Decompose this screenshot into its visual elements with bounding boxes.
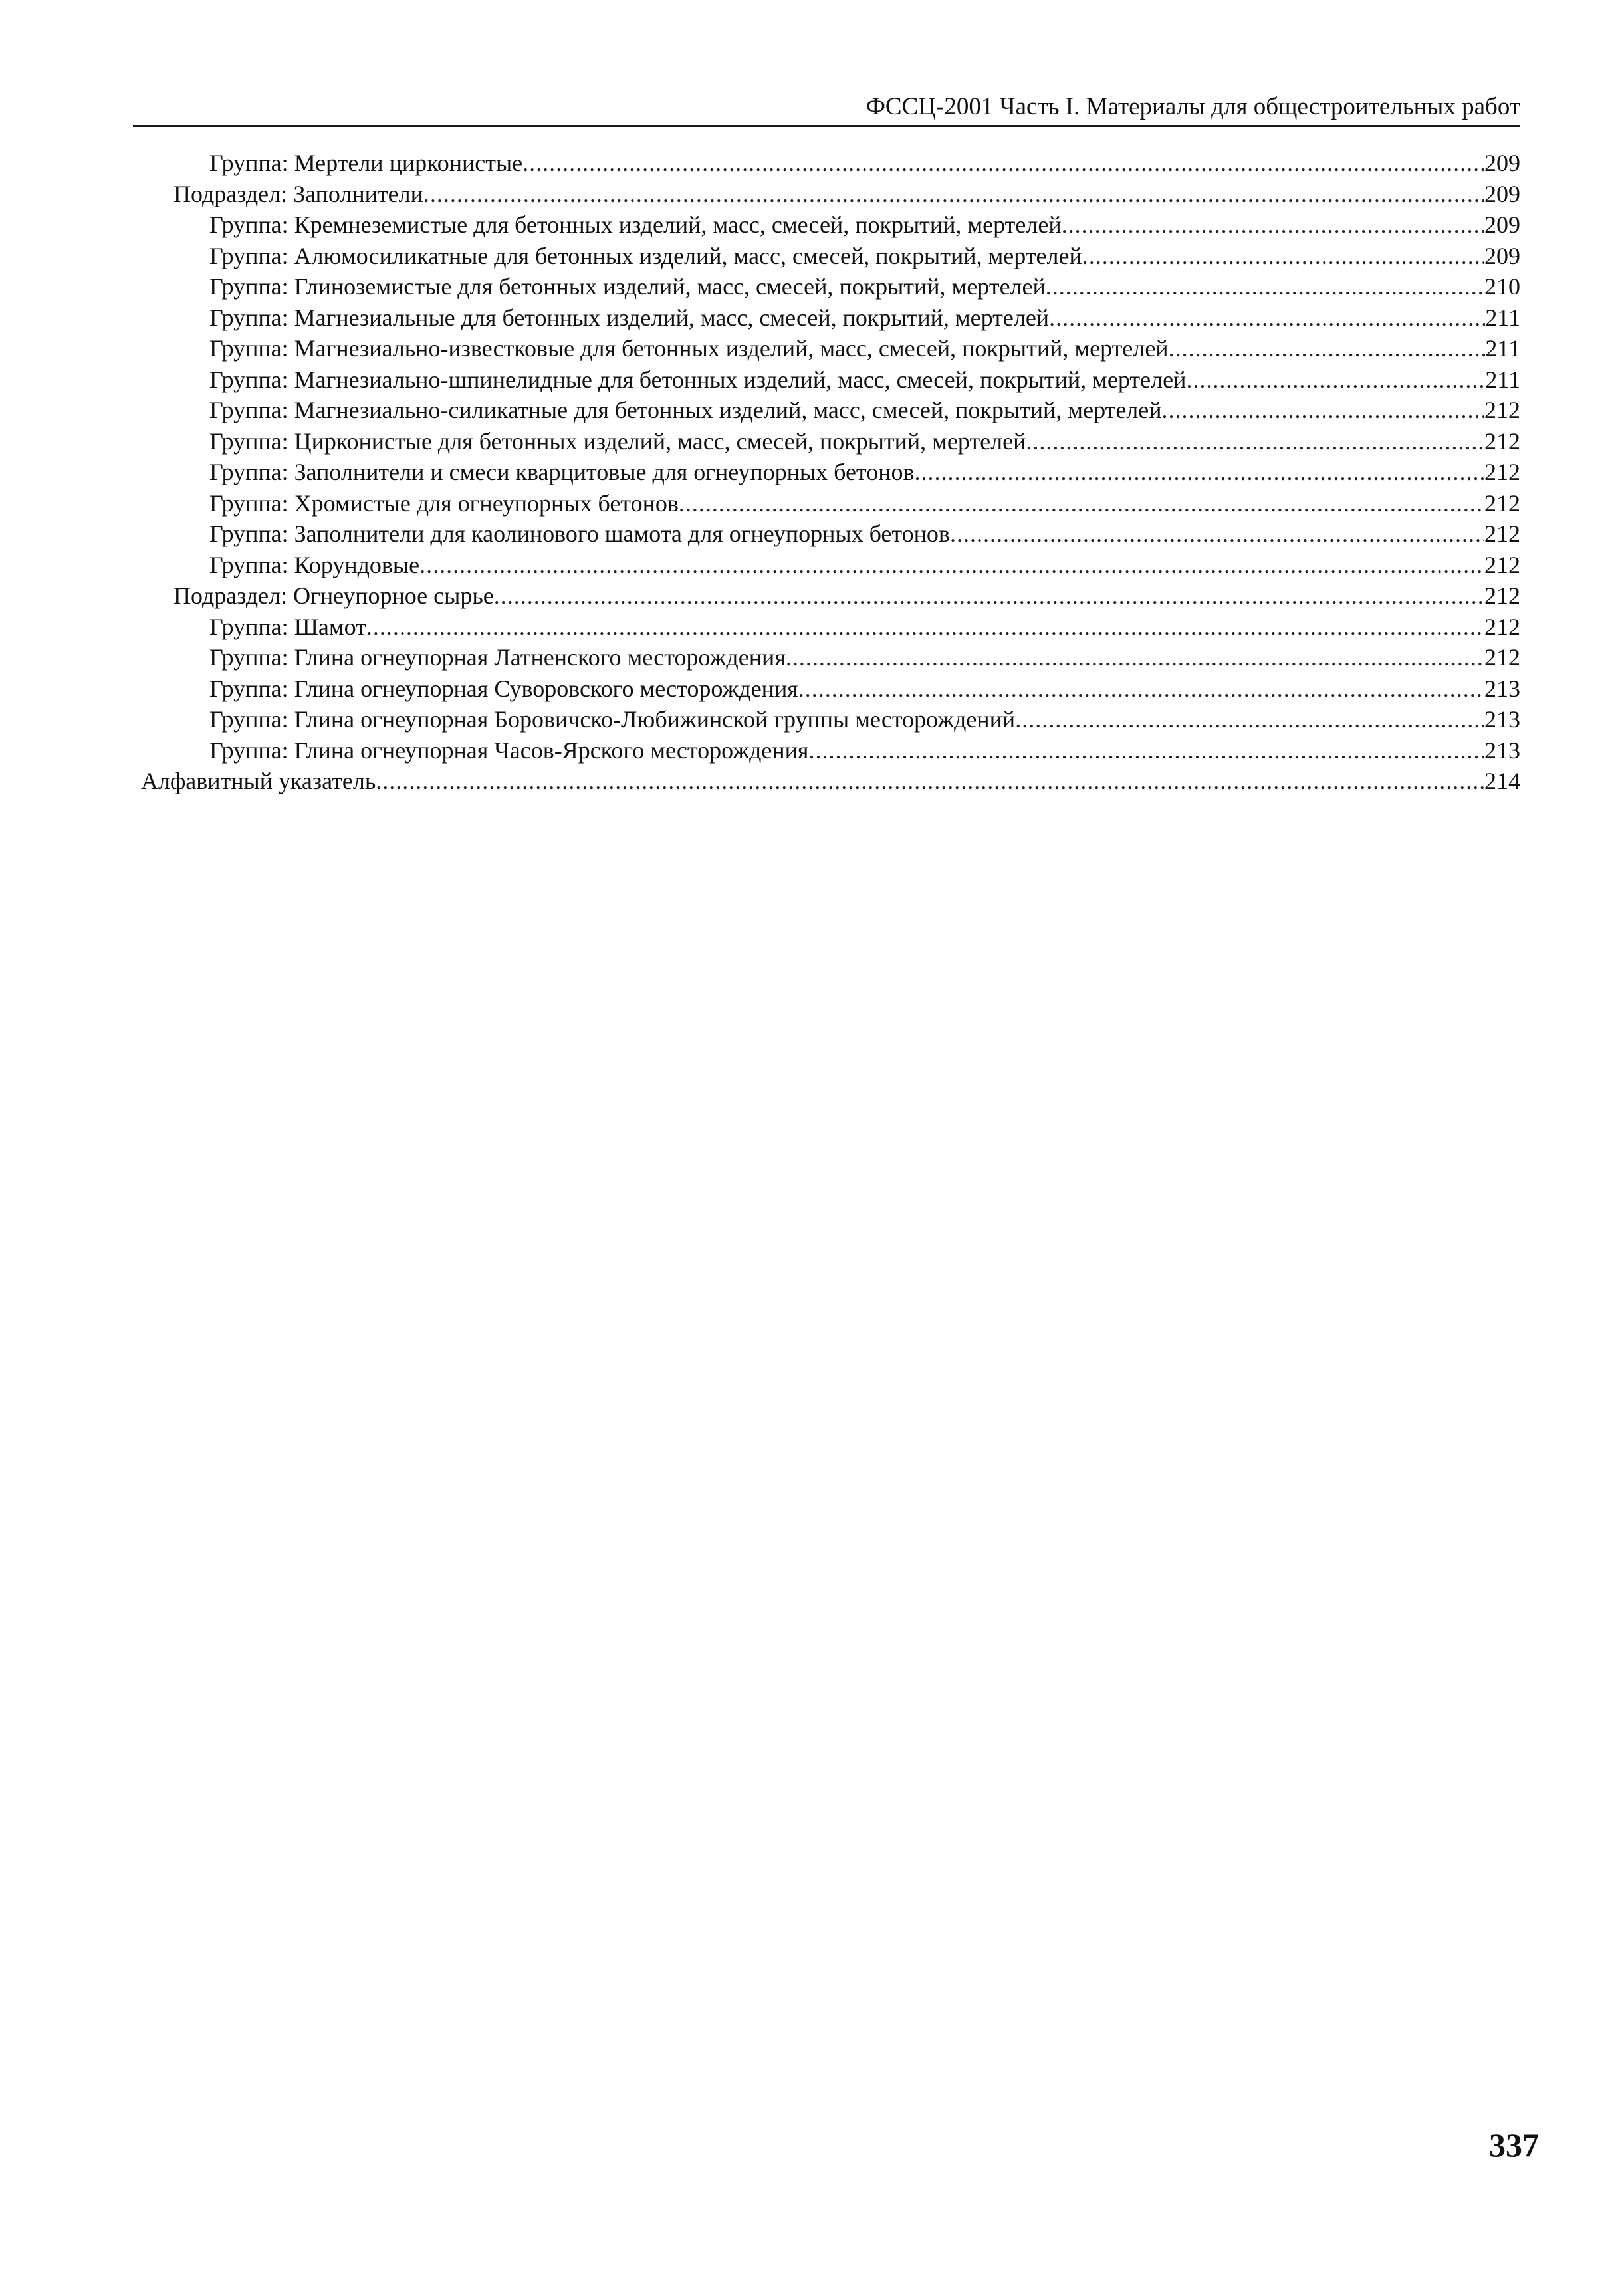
toc-dot-leader — [679, 488, 1484, 519]
toc-entry-group[interactable] — [133, 550, 1520, 581]
toc-entry-group[interactable] — [133, 148, 1520, 179]
toc-dot-leader — [366, 612, 1484, 643]
toc-entry-label: Группа: Шамот — [209, 613, 366, 640]
toc-dot-leader — [419, 550, 1484, 581]
toc-entry-group[interactable] — [133, 488, 1520, 519]
toc-entry-group[interactable] — [133, 395, 1520, 426]
toc-dot-leader — [1049, 302, 1485, 334]
toc-entry-page: 213 — [1484, 737, 1520, 764]
toc-entry-label: Группа: Глина огнеупорная Боровичско-Любижинской группы месторождений — [209, 706, 1016, 733]
toc-entry-page: 209 — [1484, 180, 1520, 207]
toc-entry-subsection[interactable] — [133, 179, 1520, 210]
running-title: ФССЦ-2001 Часть I. Материалы для общестроительных работ — [865, 93, 1520, 120]
toc-dot-leader — [798, 673, 1484, 705]
toc-entry-label: Группа: Корундовые — [209, 551, 420, 578]
toc-entry-label: Группа: Кремнеземистые для бетонных изделий, масс, смесей, покрытий, мертелей — [209, 211, 1062, 238]
toc-entry-page: 212 — [1484, 427, 1520, 455]
toc-dot-leader — [914, 457, 1484, 488]
toc-entry-group[interactable] — [133, 735, 1520, 766]
table-of-contents — [133, 148, 1520, 797]
toc-entry-label: Группа: Глина огнеупорная Часов-Ярского месторождения — [209, 737, 809, 764]
running-header — [133, 92, 1520, 127]
toc-entry-label: Подраздел: Огнеупорное сырье — [173, 582, 494, 609]
toc-dot-leader — [423, 179, 1484, 210]
toc-entry-group[interactable] — [133, 457, 1520, 488]
toc-entry-page: 211 — [1485, 304, 1520, 331]
toc-dot-leader — [1026, 426, 1484, 457]
toc-dot-leader — [786, 642, 1484, 673]
toc-entry-page: 211 — [1485, 335, 1520, 362]
toc-entry-index[interactable] — [133, 766, 1520, 797]
toc-entry-group[interactable] — [133, 241, 1520, 272]
toc-dot-leader — [522, 148, 1484, 179]
toc-entry-page: 211 — [1485, 366, 1520, 393]
toc-entry-page: 212 — [1484, 520, 1520, 547]
toc-dot-leader — [1162, 395, 1484, 426]
toc-dot-leader — [1186, 364, 1485, 396]
toc-entry-page: 209 — [1484, 211, 1520, 238]
toc-entry-label: Группа: Глина огнеупорная Латненского месторождения — [209, 644, 786, 671]
toc-dot-leader — [1062, 209, 1484, 241]
toc-dot-leader — [494, 580, 1484, 612]
toc-entry-label: Группа: Магнезиально-силикатные для бетонных изделий, масс, смесей, покрытий, мертелей — [209, 397, 1162, 423]
toc-entry-page: 214 — [1484, 768, 1520, 794]
toc-entry-group[interactable] — [133, 704, 1520, 735]
toc-entry-label: Группа: Магнезиально-известковые для бетонных изделий, масс, смесей, покрытий, мертелей — [209, 335, 1169, 362]
toc-entry-page: 210 — [1484, 273, 1520, 300]
toc-entry-page: 213 — [1484, 675, 1520, 702]
toc-entry-page: 212 — [1484, 459, 1520, 485]
toc-entry-page: 213 — [1484, 706, 1520, 733]
toc-entry-label: Группа: Заполнители для каолинового шамота для огнеупорных бетонов — [209, 520, 950, 547]
toc-entry-group[interactable] — [133, 333, 1520, 364]
toc-entry-label: Алфавитный указатель — [141, 768, 376, 794]
toc-entry-page: 212 — [1484, 582, 1520, 609]
toc-entry-page: 212 — [1484, 644, 1520, 671]
toc-entry-group[interactable] — [133, 364, 1520, 396]
toc-entry-group[interactable] — [133, 518, 1520, 550]
toc-entry-group[interactable] — [133, 642, 1520, 673]
toc-entry-group[interactable] — [133, 612, 1520, 643]
toc-entry-label: Группа: Алюмосиликатные для бетонных изделий, масс, смесей, покрытий, мертелей — [209, 242, 1082, 269]
toc-dot-leader — [808, 735, 1484, 766]
toc-entry-label: Группа: Мертели цирконистые — [209, 150, 523, 176]
toc-entry-group[interactable] — [133, 673, 1520, 705]
toc-entry-group[interactable] — [133, 271, 1520, 302]
toc-entry-label: Группа: Глина огнеупорная Суворовского месторождения — [209, 675, 798, 702]
toc-entry-page: 212 — [1484, 551, 1520, 578]
toc-entry-label: Группа: Магнезиальные для бетонных изделий, масс, смесей, покрытий, мертелей — [209, 304, 1050, 331]
toc-entry-group[interactable] — [133, 302, 1520, 334]
toc-dot-leader — [1046, 271, 1484, 302]
toc-entry-page: 212 — [1484, 613, 1520, 640]
toc-entry-page: 209 — [1484, 150, 1520, 176]
toc-entry-label: Группа: Хромистые для огнеупорных бетонов — [209, 489, 679, 517]
toc-dot-leader — [1082, 241, 1484, 272]
toc-dot-leader — [1015, 704, 1484, 735]
toc-dot-leader — [1169, 333, 1486, 364]
toc-entry-subsection[interactable] — [133, 580, 1520, 612]
toc-entry-group[interactable] — [133, 426, 1520, 457]
toc-entry-group[interactable] — [133, 209, 1520, 241]
toc-entry-label: Подраздел: Заполнители — [173, 180, 423, 207]
toc-dot-leader — [950, 518, 1484, 550]
toc-entry-label: Группа: Цирконистые для бетонных изделий, масс, смесей, покрытий, мертелей — [209, 427, 1026, 455]
toc-entry-page: 209 — [1484, 242, 1520, 269]
page-number: 337 — [1489, 2126, 1539, 2164]
toc-entry-label: Группа: Глиноземистые для бетонных изделий, масс, смесей, покрытий, мертелей — [209, 273, 1046, 300]
toc-entry-label: Группа: Заполнители и смеси кварцитовые для огнеупорных бетонов — [209, 459, 915, 485]
toc-entry-label: Группа: Магнезиально-шпинелидные для бетонных изделий, масс, смесей, покрытий, мертелей — [209, 366, 1187, 393]
toc-entry-page: 212 — [1484, 489, 1520, 517]
toc-dot-leader — [376, 766, 1484, 797]
toc-entry-page: 212 — [1484, 397, 1520, 423]
